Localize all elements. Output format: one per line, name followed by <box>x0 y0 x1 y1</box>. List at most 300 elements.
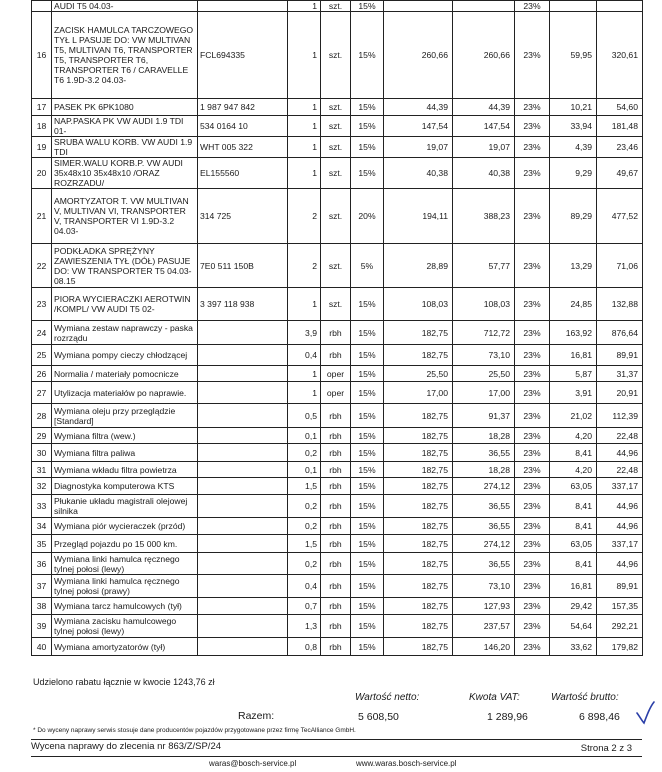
unit: rbh <box>321 444 351 462</box>
part-code: FCL694335 <box>198 12 288 99</box>
unit: szt. <box>321 288 351 321</box>
net-value: 25,50 <box>453 366 515 382</box>
gross-value: 112,39 <box>597 404 643 428</box>
unit: rbh <box>321 575 351 598</box>
gross-value: 477,52 <box>597 189 643 244</box>
gross-value: 31,37 <box>597 366 643 382</box>
quantity: 0,8 <box>288 638 321 656</box>
footnote: * Do wyceny naprawy serwis stosuje dane producentów pojazdów przygotowane przez firmę TecAlliance GmbH. <box>33 727 356 734</box>
vat-amount: 9,29 <box>550 158 597 189</box>
vat-amount: 4,20 <box>550 428 597 444</box>
row-number: 20 <box>32 158 52 189</box>
item-description: Wymiana oleju przy przeglądzie [Standard] <box>52 404 198 428</box>
row-number: 22 <box>32 244 52 288</box>
part-code <box>198 638 288 656</box>
vat-total-label: Kwota VAT: <box>469 692 520 703</box>
net-value: 40,38 <box>453 158 515 189</box>
quantity: 0,4 <box>288 345 321 366</box>
part-code <box>198 382 288 404</box>
table-row <box>32 321 643 345</box>
unit-price: 40,38 <box>384 158 453 189</box>
unit: rbh <box>321 321 351 345</box>
gross-value: 44,96 <box>597 518 643 535</box>
quantity: 0,7 <box>288 598 321 615</box>
vat-rate: 23% <box>515 638 550 656</box>
discount: 15% <box>351 462 384 478</box>
vat-amount: 89,29 <box>550 189 597 244</box>
vat-rate: 23% <box>515 553 550 575</box>
vat-rate: 23% <box>515 575 550 598</box>
quantity: 0,1 <box>288 462 321 478</box>
item-description: Wymiana zacisku hamulcowego tylnej połosi (lewy) <box>52 615 198 638</box>
unit: szt. <box>321 12 351 99</box>
quantity: 1,5 <box>288 535 321 553</box>
row-number: 33 <box>32 495 52 518</box>
vat-rate: 23% <box>515 462 550 478</box>
table-row <box>32 428 643 444</box>
quantity: 2 <box>288 189 321 244</box>
unit-price: 182,75 <box>384 615 453 638</box>
unit-price: 182,75 <box>384 553 453 575</box>
page-number: Strona 2 z 3 <box>580 743 632 754</box>
unit-price <box>384 1 453 12</box>
net-value: 18,28 <box>453 428 515 444</box>
item-description: Diagnostyka komputerowa KTS <box>52 478 198 495</box>
unit-price: 194,11 <box>384 189 453 244</box>
footer-divider-top <box>31 739 642 740</box>
quantity: 0,2 <box>288 518 321 535</box>
net-value: 36,55 <box>453 495 515 518</box>
unit: szt. <box>321 1 351 12</box>
unit: rbh <box>321 535 351 553</box>
unit: rbh <box>321 404 351 428</box>
table-row <box>32 137 643 158</box>
quantity: 1 <box>288 12 321 99</box>
gross-value: 157,35 <box>597 598 643 615</box>
line-items-body <box>32 1 643 656</box>
part-code: EL155560 <box>198 158 288 189</box>
quantity: 1 <box>288 288 321 321</box>
part-code <box>198 598 288 615</box>
quantity: 0,2 <box>288 495 321 518</box>
gross-value: 54,60 <box>597 99 643 116</box>
vat-amount: 8,41 <box>550 495 597 518</box>
gross-value: 89,91 <box>597 345 643 366</box>
net-value <box>453 1 515 12</box>
net-value: 146,20 <box>453 638 515 656</box>
vat-amount: 33,94 <box>550 116 597 137</box>
part-code <box>198 615 288 638</box>
gross-total-value: 6 898,46 <box>579 711 620 723</box>
discount: 15% <box>351 1 384 12</box>
net-value: 127,93 <box>453 598 515 615</box>
table-row <box>32 575 643 598</box>
unit-price: 182,75 <box>384 444 453 462</box>
vat-amount: 33,62 <box>550 638 597 656</box>
discount: 15% <box>351 137 384 158</box>
table-row <box>32 553 643 575</box>
gross-total-label: Wartość brutto: <box>551 692 619 703</box>
item-description: Wymiana linki hamulca ręcznego tylnej połosi (lewy) <box>52 553 198 575</box>
vat-rate: 23% <box>515 189 550 244</box>
item-description: Przegląd pojazdu po 15 000 km. <box>52 535 198 553</box>
table-row <box>32 382 643 404</box>
unit-price: 182,75 <box>384 575 453 598</box>
item-description: PASEK PK 6PK1080 <box>52 99 198 116</box>
table-row <box>32 12 643 99</box>
table-row <box>32 518 643 535</box>
table-row <box>32 444 643 462</box>
net-value: 18,28 <box>453 462 515 478</box>
table-row <box>32 189 643 244</box>
quantity: 0,2 <box>288 444 321 462</box>
footer-divider-bottom <box>31 756 642 757</box>
item-description: Wymiana filtra (wew.) <box>52 428 198 444</box>
quantity: 2 <box>288 244 321 288</box>
item-description: Wymiana linki hamulca ręcznego tylnej połosi (prawy) <box>52 575 198 598</box>
unit-price: 25,50 <box>384 366 453 382</box>
gross-value: 320,61 <box>597 12 643 99</box>
unit: rbh <box>321 478 351 495</box>
gross-value: 22,48 <box>597 428 643 444</box>
net-value: 108,03 <box>453 288 515 321</box>
vat-rate: 23% <box>515 478 550 495</box>
row-number: 23 <box>32 288 52 321</box>
vat-rate: 23% <box>515 428 550 444</box>
vat-amount: 10,21 <box>550 99 597 116</box>
gross-value: 179,82 <box>597 638 643 656</box>
part-code <box>198 478 288 495</box>
unit: rbh <box>321 518 351 535</box>
discount: 15% <box>351 444 384 462</box>
row-number: 39 <box>32 615 52 638</box>
part-code: 3 397 118 938 <box>198 288 288 321</box>
vat-amount: 8,41 <box>550 518 597 535</box>
unit-price: 182,75 <box>384 535 453 553</box>
unit-price: 182,75 <box>384 518 453 535</box>
net-value: 274,12 <box>453 535 515 553</box>
net-value: 73,10 <box>453 345 515 366</box>
discount: 15% <box>351 518 384 535</box>
gross-value: 132,88 <box>597 288 643 321</box>
quantity: 3,9 <box>288 321 321 345</box>
gross-value: 44,96 <box>597 495 643 518</box>
item-description: Wymiana pompy cieczy chłodzącej <box>52 345 198 366</box>
discount: 15% <box>351 575 384 598</box>
gross-value: 71,06 <box>597 244 643 288</box>
vat-rate: 23% <box>515 382 550 404</box>
part-code <box>198 462 288 478</box>
item-description: PIORA WYCIERACZKI AEROTWIN /KOMPL/ VW AUDI T5 02- <box>52 288 198 321</box>
unit-price: 182,75 <box>384 598 453 615</box>
gross-value: 181,48 <box>597 116 643 137</box>
part-code <box>198 444 288 462</box>
quantity: 1 <box>288 158 321 189</box>
unit-price: 182,75 <box>384 478 453 495</box>
part-code: 534 0164 10 <box>198 116 288 137</box>
checkmark-icon <box>634 701 656 725</box>
item-description: Utylizacja materiałów po naprawie. <box>52 382 198 404</box>
vat-amount: 8,41 <box>550 553 597 575</box>
discount: 15% <box>351 366 384 382</box>
vat-rate: 23% <box>515 598 550 615</box>
part-code <box>198 535 288 553</box>
part-code <box>198 495 288 518</box>
table-row <box>32 99 643 116</box>
table-row <box>32 638 643 656</box>
unit-price: 182,75 <box>384 321 453 345</box>
row-number: 32 <box>32 478 52 495</box>
unit: szt. <box>321 116 351 137</box>
item-description: Płukanie układu magistrali olejowej silnika <box>52 495 198 518</box>
table-row <box>32 158 643 189</box>
unit-price: 17,00 <box>384 382 453 404</box>
discount: 15% <box>351 638 384 656</box>
row-number: 37 <box>32 575 52 598</box>
gross-value: 89,91 <box>597 575 643 598</box>
row-number: 19 <box>32 137 52 158</box>
row-number: 18 <box>32 116 52 137</box>
part-code: 7E0 511 150B <box>198 244 288 288</box>
part-code <box>198 404 288 428</box>
gross-value: 44,96 <box>597 553 643 575</box>
quantity: 1 <box>288 137 321 158</box>
item-description: Wymiana amortyzatorów (tył) <box>52 638 198 656</box>
part-code <box>198 575 288 598</box>
vat-rate: 23% <box>515 244 550 288</box>
net-value: 44,39 <box>453 99 515 116</box>
unit-price: 147,54 <box>384 116 453 137</box>
vat-amount: 63,05 <box>550 478 597 495</box>
total-label: Razem: <box>238 710 275 722</box>
table-row <box>32 478 643 495</box>
unit: rbh <box>321 615 351 638</box>
net-value: 91,37 <box>453 404 515 428</box>
gross-value: 44,96 <box>597 444 643 462</box>
item-description: ZACISK HAMULCA TARCZOWEGO TYŁ L PASUJE DO: VW MULTIVAN T5, MULTIVAN T6, TRANSPORTER T5, TRANSPORTER T6, TRANSPORTER T6 / CARAVELLE T6 1.9D-3.2 04.03- <box>52 12 198 99</box>
table-row <box>32 598 643 615</box>
table-row <box>32 116 643 137</box>
discount: 15% <box>351 288 384 321</box>
net-value: 36,55 <box>453 518 515 535</box>
discount: 15% <box>351 404 384 428</box>
table-row <box>32 244 643 288</box>
quantity: 1 <box>288 382 321 404</box>
gross-value <box>597 1 643 12</box>
table-row <box>32 345 643 366</box>
part-code <box>198 321 288 345</box>
vat-rate: 23% <box>515 116 550 137</box>
vat-rate: 23% <box>515 1 550 12</box>
vat-total-value: 1 289,96 <box>487 711 528 723</box>
gross-value: 22,48 <box>597 462 643 478</box>
item-description: AUDI T5 04.03- <box>52 1 198 12</box>
row-number: 30 <box>32 444 52 462</box>
quantity: 1 <box>288 1 321 12</box>
unit: szt. <box>321 244 351 288</box>
unit: rbh <box>321 345 351 366</box>
contact-email: waras@bosch-service.pl <box>209 759 297 768</box>
unit: oper <box>321 382 351 404</box>
row-number: 31 <box>32 462 52 478</box>
vat-rate: 23% <box>515 535 550 553</box>
unit: rbh <box>321 462 351 478</box>
unit-price: 19,07 <box>384 137 453 158</box>
gross-value: 292,21 <box>597 615 643 638</box>
unit-price: 28,89 <box>384 244 453 288</box>
item-description: SIMER.WALU KORB.P. VW AUDI 35x48x10 35x48x10 /ORAZ ROZRZADU/ <box>52 158 198 189</box>
discount: 15% <box>351 598 384 615</box>
quantity: 0,4 <box>288 575 321 598</box>
vat-rate: 23% <box>515 615 550 638</box>
unit-price: 182,75 <box>384 462 453 478</box>
gross-value: 20,91 <box>597 382 643 404</box>
net-value: 712,72 <box>453 321 515 345</box>
row-number: 21 <box>32 189 52 244</box>
discount: 15% <box>351 321 384 345</box>
vat-amount: 29,42 <box>550 598 597 615</box>
row-number: 25 <box>32 345 52 366</box>
gross-value: 23,46 <box>597 137 643 158</box>
item-description: Wymiana wkładu filtra powietrza <box>52 462 198 478</box>
table-row <box>32 462 643 478</box>
net-total-label: Wartość netto: <box>355 692 420 703</box>
net-value: 57,77 <box>453 244 515 288</box>
vat-amount: 24,85 <box>550 288 597 321</box>
contact-website: www.waras.bosch-service.pl <box>356 759 457 768</box>
item-description: Wymiana zestaw naprawczy - paska rozrządu <box>52 321 198 345</box>
vat-amount: 54,64 <box>550 615 597 638</box>
part-code: WHT 005 322 <box>198 137 288 158</box>
vat-amount: 4,20 <box>550 462 597 478</box>
table-row <box>32 1 643 12</box>
unit: rbh <box>321 638 351 656</box>
row-number: 36 <box>32 553 52 575</box>
net-value: 36,55 <box>453 444 515 462</box>
vat-amount: 4,39 <box>550 137 597 158</box>
vat-rate: 23% <box>515 288 550 321</box>
discount: 15% <box>351 478 384 495</box>
vat-amount: 21,02 <box>550 404 597 428</box>
discount: 15% <box>351 615 384 638</box>
item-description: Wymiana piór wycieraczek (przód) <box>52 518 198 535</box>
quantity: 1,5 <box>288 478 321 495</box>
item-description: Wymiana filtra paliwa <box>52 444 198 462</box>
discount: 5% <box>351 244 384 288</box>
vat-amount: 63,05 <box>550 535 597 553</box>
table-row <box>32 288 643 321</box>
gross-value: 337,17 <box>597 478 643 495</box>
unit: rbh <box>321 495 351 518</box>
discount: 15% <box>351 535 384 553</box>
vat-amount: 8,41 <box>550 444 597 462</box>
vat-amount <box>550 1 597 12</box>
vat-amount: 163,92 <box>550 321 597 345</box>
vat-rate: 23% <box>515 99 550 116</box>
quantity: 0,2 <box>288 553 321 575</box>
item-description: Normalia / materiały pomocnicze <box>52 366 198 382</box>
net-value: 274,12 <box>453 478 515 495</box>
document-title: Wycena naprawy do zlecenia nr 863/Z/SP/24 <box>31 741 222 752</box>
discount: 15% <box>351 116 384 137</box>
item-description: SRUBA WALU KORB. VW AUDI 1.9 TDI <box>52 137 198 158</box>
quantity: 0,5 <box>288 404 321 428</box>
part-code <box>198 428 288 444</box>
item-description: AMORTYZATOR T. VW MULTIVAN V, MULTIVAN VI, TRANSPORTER V, TRANSPORTER VI 1.9D-3.2 04.03- <box>52 189 198 244</box>
net-total-value: 5 608,50 <box>358 711 399 723</box>
vat-rate: 23% <box>515 495 550 518</box>
net-value: 237,57 <box>453 615 515 638</box>
discount: 15% <box>351 12 384 99</box>
table-row <box>32 404 643 428</box>
vat-rate: 23% <box>515 158 550 189</box>
part-code <box>198 518 288 535</box>
vat-amount: 5,87 <box>550 366 597 382</box>
vat-rate: 23% <box>515 518 550 535</box>
table-row <box>32 535 643 553</box>
part-code: 1 987 947 842 <box>198 99 288 116</box>
vat-amount: 59,95 <box>550 12 597 99</box>
unit-price: 182,75 <box>384 428 453 444</box>
vat-amount: 13,29 <box>550 244 597 288</box>
table-row <box>32 366 643 382</box>
row-number: 29 <box>32 428 52 444</box>
vat-rate: 23% <box>515 345 550 366</box>
quantity: 0,1 <box>288 428 321 444</box>
gross-value: 876,64 <box>597 321 643 345</box>
unit-price: 182,75 <box>384 404 453 428</box>
row-number: 16 <box>32 12 52 99</box>
net-value: 73,10 <box>453 575 515 598</box>
row-number: 24 <box>32 321 52 345</box>
row-number: 17 <box>32 99 52 116</box>
part-code: 314 725 <box>198 189 288 244</box>
net-value: 36,55 <box>453 553 515 575</box>
discount: 15% <box>351 99 384 116</box>
table-row <box>32 615 643 638</box>
vat-amount: 3,91 <box>550 382 597 404</box>
unit-price: 108,03 <box>384 288 453 321</box>
discount: 15% <box>351 382 384 404</box>
unit-price: 44,39 <box>384 99 453 116</box>
item-description: PODKŁADKA SPRĘŻYNY ZAWIESZENIA TYŁ (DÓŁ) PASUJE DO: VW TRANSPORTER T5 04.03-08.15 <box>52 244 198 288</box>
discount: 15% <box>351 345 384 366</box>
quantity: 1 <box>288 366 321 382</box>
quantity: 1,3 <box>288 615 321 638</box>
vat-rate: 23% <box>515 366 550 382</box>
vat-rate: 23% <box>515 137 550 158</box>
discount: 15% <box>351 553 384 575</box>
row-number <box>32 1 52 12</box>
part-code <box>198 345 288 366</box>
unit: rbh <box>321 428 351 444</box>
net-value: 19,07 <box>453 137 515 158</box>
part-code <box>198 366 288 382</box>
vat-rate: 23% <box>515 321 550 345</box>
net-value: 260,66 <box>453 12 515 99</box>
item-description: Wymiana tarcz hamulcowych (tył) <box>52 598 198 615</box>
unit-price: 260,66 <box>384 12 453 99</box>
vat-rate: 23% <box>515 12 550 99</box>
table-row <box>32 495 643 518</box>
gross-value: 337,17 <box>597 535 643 553</box>
unit: szt. <box>321 158 351 189</box>
vat-rate: 23% <box>515 404 550 428</box>
row-number: 28 <box>32 404 52 428</box>
unit: rbh <box>321 598 351 615</box>
net-value: 388,23 <box>453 189 515 244</box>
net-value: 17,00 <box>453 382 515 404</box>
